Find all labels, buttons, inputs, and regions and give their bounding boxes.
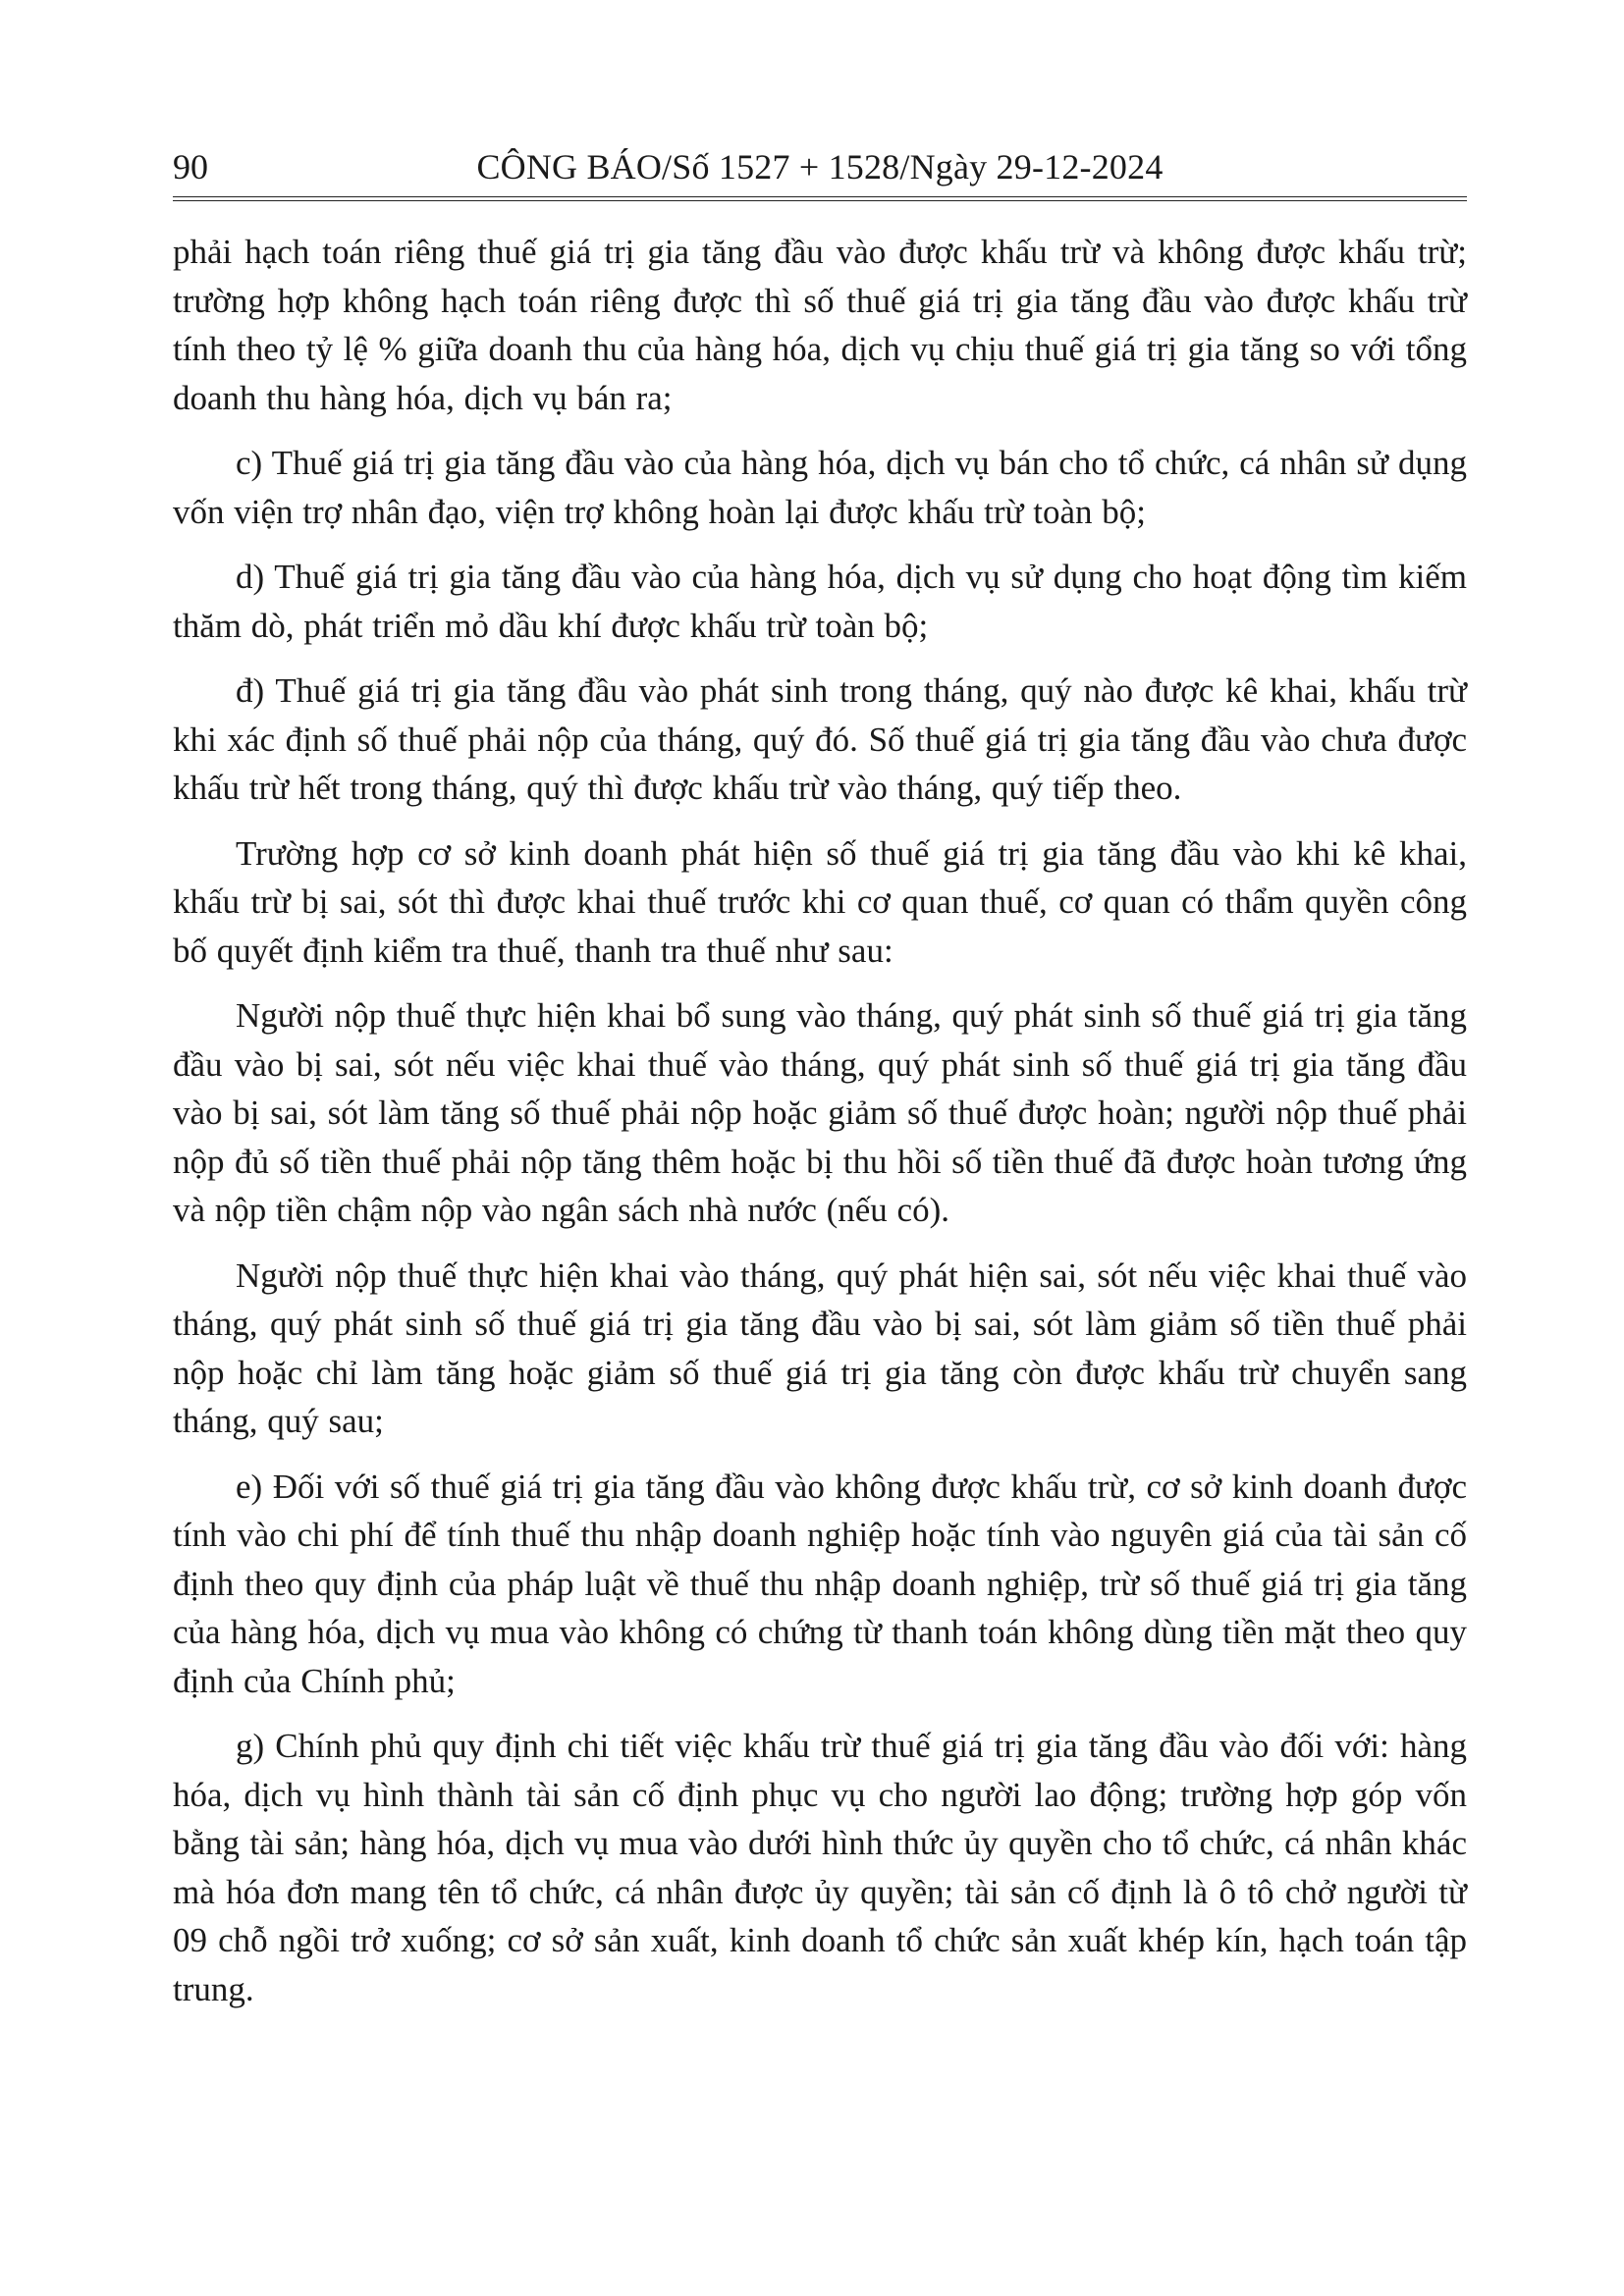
paragraph-correction-case: Trường hợp cơ sở kinh doanh phát hiện số thuế giá trị gia tăng đầu vào khi kê khai, khấu trừ bị sai, sót thì được khai thuế trước khi cơ quan thuế, cơ quan có thẩm quyền công bố quyết định kiểm tra thuế, thanh tra thuế như sau: bbox=[173, 833, 1467, 970]
header-double-rule bbox=[173, 196, 1467, 201]
paragraph-item-d: d) Thuế giá trị gia tăng đầu vào của hàng hóa, dịch vụ sử dụng cho hoạt động tìm kiếm thăm dò, phát triển mỏ dầu khí được khấu trừ toàn bộ; bbox=[173, 558, 1467, 645]
paragraph-item-dd: đ) Thuế giá trị gia tăng đầu vào phát sinh trong tháng, quý nào được kê khai, khấu trừ khi xác định số thuế phải nộp của tháng, quý đó. Số thuế giá trị gia tăng đầu vào chưa được khấu trừ hết trong tháng, quý thì được khấu trừ vào tháng, quý tiếp theo. bbox=[173, 671, 1467, 807]
paragraph-item-g: g) Chính phủ quy định chi tiết việc khấu trừ thuế giá trị gia tăng đầu vào đối với: hàng hóa, dịch vụ hình thành tài sản cố định phục vụ cho người lao động; trường hợp góp vốn bằng tài sản; hàng hóa, dịch vụ mua vào dưới hình thức ủy quyền cho tổ chức, cá nhân khác mà hóa đơn mang tên tổ chức, cá nhân được ủy quyền; tài sản cố định là ô tô chở người từ 09 chỗ ngồi trở xuống; cơ sở sản xuất, kinh doanh tổ chức sản xuất khép kín, hạch toán tập trung. bbox=[173, 1727, 1467, 2008]
paragraph-item-e: e) Đối với số thuế giá trị gia tăng đầu vào không được khấu trừ, cơ sở kinh doanh được tính vào chi phí để tính thuế thu nhập doanh nghiệp hoặc tính vào nguyên giá của tài sản cố định theo quy định của pháp luật về thuế thu nhập doanh nghiệp, trừ số thuế giá trị gia tăng của hàng hóa, dịch vụ mua vào không có chứng từ thanh toán không dùng tiền mặt theo quy định của Chính phủ; bbox=[173, 1467, 1467, 1700]
paragraph-continuation: phải hạch toán riêng thuế giá trị gia tăng đầu vào được khấu trừ và không được khấu trừ; trường hợp không hạch toán riêng được thì số thuế giá trị gia tăng đầu vào được khấu trừ tính theo tỷ lệ % giữa doanh thu của hàng hóa, dịch vụ chịu thuế giá trị gia tăng so với tổng doanh thu hàng hóa, dịch vụ bán ra; bbox=[173, 233, 1467, 417]
gazette-title: CÔNG BÁO/Số 1527 + 1528/Ngày 29-12-2024 bbox=[476, 147, 1164, 187]
page-number: 90 bbox=[173, 147, 208, 187]
page-header bbox=[173, 139, 1467, 194]
document-body bbox=[173, 228, 1467, 2030]
paragraph-item-c: c) Thuế giá trị gia tăng đầu vào của hàng hóa, dịch vụ bán cho tổ chức, cá nhân sử dụng vốn viện trợ nhân đạo, viện trợ không hoàn lại được khấu trừ toàn bộ; bbox=[173, 444, 1467, 531]
paragraph-supplementary-declaration: Người nộp thuế thực hiện khai bổ sung vào tháng, quý phát sinh số thuế giá trị gia tăng đầu vào bị sai, sót nếu việc khai thuế vào tháng, quý phát sinh số thuế giá trị gia tăng đầu vào bị sai, sót làm tăng số thuế phải nộp hoặc giảm số thuế được hoàn; người nộp thuế phải nộp đủ số tiền thuế phải nộp tăng thêm hoặc bị thu hồi số tiền thuế đã được hoàn tương ứng và nộp tiền chậm nộp vào ngân sách nhà nước (nếu có). bbox=[173, 996, 1467, 1229]
paragraph-declaration-on-discovery: Người nộp thuế thực hiện khai vào tháng, quý phát hiện sai, sót nếu việc khai thuế vào tháng, quý phát sinh số thuế giá trị gia tăng đầu vào bị sai, sót làm giảm số tiền thuế phải nộp hoặc chỉ làm tăng hoặc giảm số thuế giá trị gia tăng còn được khấu trừ chuyển sang tháng, quý sau; bbox=[173, 1255, 1467, 1440]
